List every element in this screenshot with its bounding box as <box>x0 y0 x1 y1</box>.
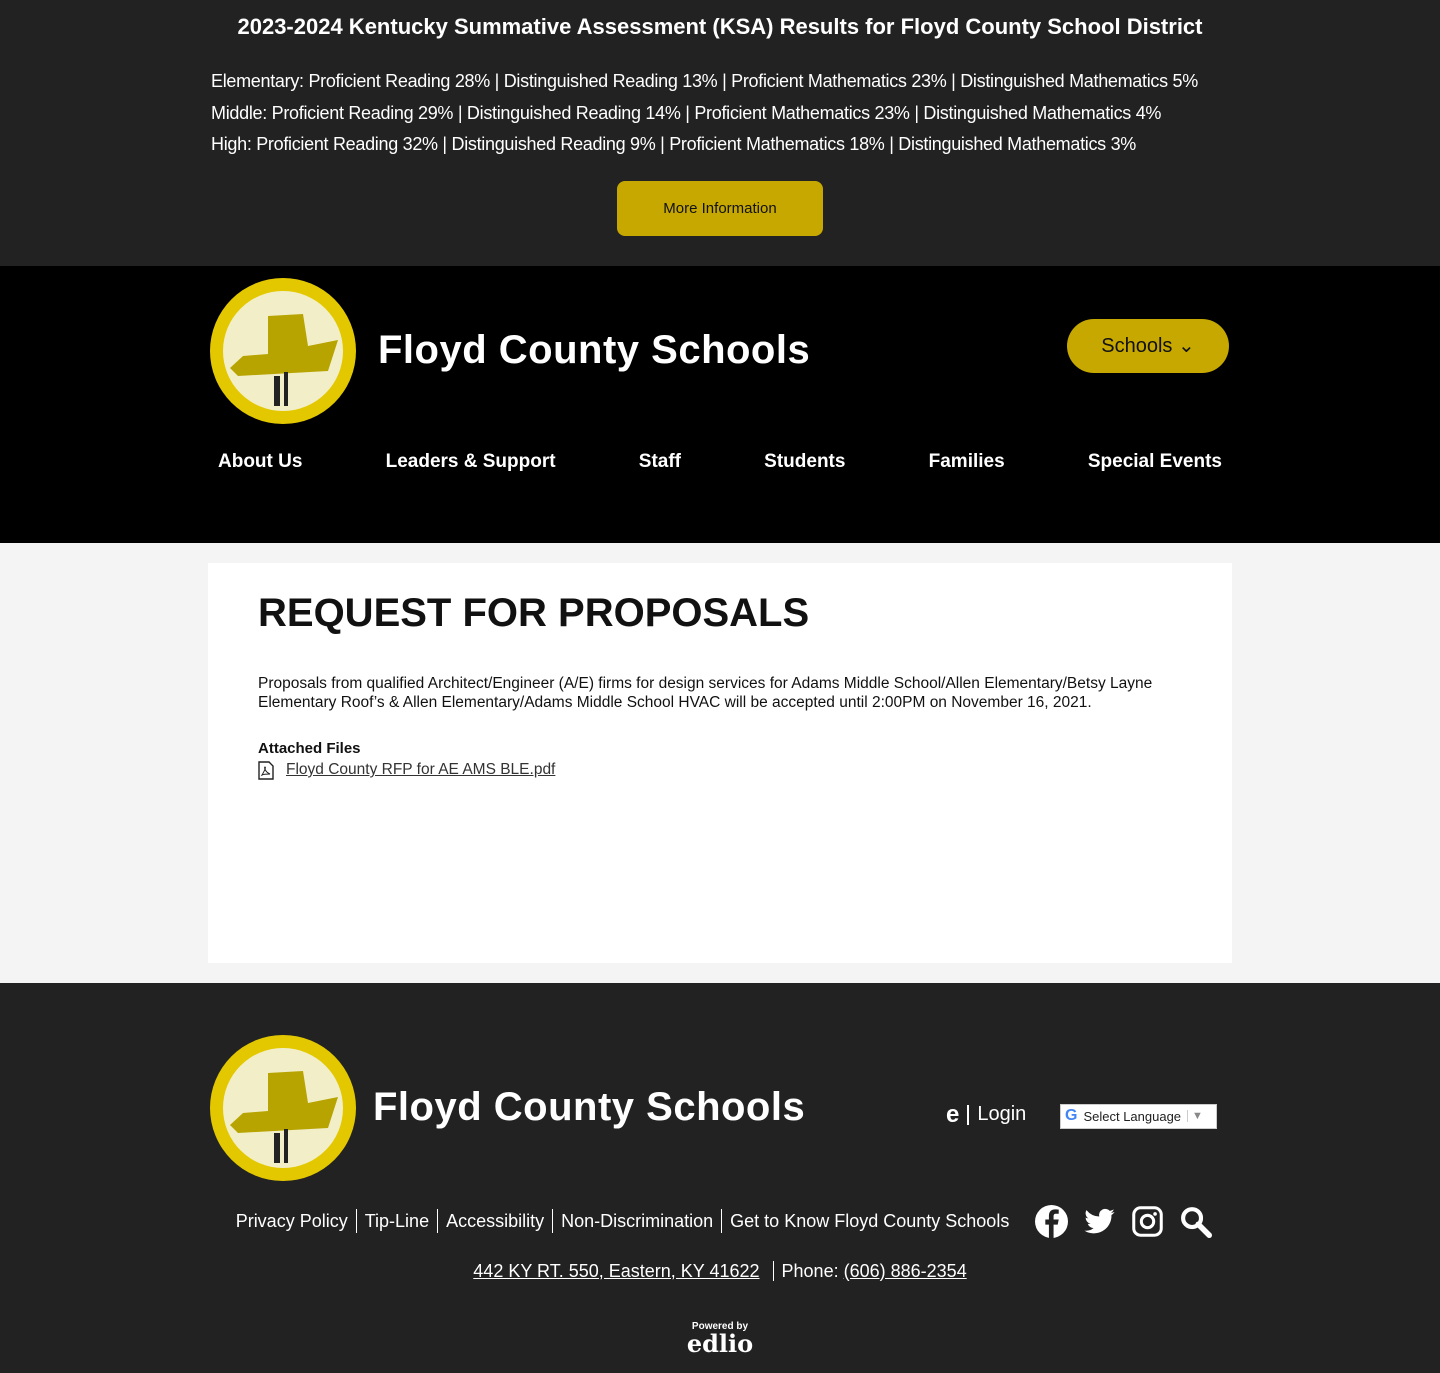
nav-special-events[interactable]: Special Events <box>1087 450 1222 472</box>
chevron-down-icon: ⌄ <box>1177 334 1195 357</box>
announcement-title: 2023-2024 Kentucky Summative Assessment (KSA) Results for Floyd County School District <box>237 14 1203 39</box>
accessibility-link[interactable]: Accessibility <box>437 1209 552 1233</box>
page-title: REQUEST FOR PROPOSALS <box>258 590 810 635</box>
edlio-logo: edlio <box>686 1328 754 1358</box>
high-results: High: Proficient Reading 32% | Distinguished Reading 9% | Proficient Mathematics 18% | Distinguished Mathematics 3% <box>211 134 1137 154</box>
address-link[interactable]: 442 KY RT. 550, Eastern, KY 41622 <box>473 1260 760 1281</box>
main-nav <box>218 451 1222 473</box>
site-header <box>0 266 1440 543</box>
footer-title: Floyd County Schools <box>373 1084 806 1129</box>
nav-families[interactable]: Families <box>928 450 1005 472</box>
dropdown-arrow-icon: ▼ <box>1187 1110 1203 1122</box>
language-label: Select Language <box>1083 1108 1182 1124</box>
elementary-results: Elementary: Proficient Reading 28% | Distinguished Reading 13% | Proficient Mathematics 23% | Distinguished Mathematics 5% <box>211 71 1198 91</box>
pdf-file-icon <box>258 761 274 780</box>
facebook-icon[interactable] <box>1035 1205 1068 1238</box>
attached-file-link[interactable]: Floyd County RFP for AE AMS BLE.pdf <box>286 761 556 778</box>
search-icon[interactable] <box>1179 1205 1212 1238</box>
phone-link[interactable]: (606) 886-2354 <box>843 1260 967 1281</box>
district-logo[interactable] <box>208 276 358 426</box>
content-card <box>208 563 1232 963</box>
site-title[interactable]: Floyd County Schools <box>378 327 811 372</box>
non-discrimination-link[interactable]: Non-Discrimination <box>552 1209 721 1233</box>
tip-line-link[interactable]: Tip-Line <box>356 1209 437 1233</box>
nav-leaders-support[interactable]: Leaders & Support <box>385 450 556 472</box>
middle-results: Middle: Proficient Reading 29% | Distinguished Reading 14% | Proficient Mathematics 23% | Distinguished Mathematics 4% <box>211 102 1162 123</box>
attached-files-label: Attached Files <box>258 739 361 757</box>
nav-staff[interactable]: Staff <box>638 450 681 472</box>
powered-by-edlio[interactable] <box>0 1321 1440 1356</box>
login-link[interactable] <box>946 1101 1026 1129</box>
privacy-policy-link[interactable]: Privacy Policy <box>235 1211 348 1231</box>
announcement-banner <box>0 0 1440 266</box>
powered-by-label: Powered by <box>691 1320 749 1332</box>
instagram-icon[interactable] <box>1131 1205 1164 1238</box>
edlio-icon: e <box>946 1100 960 1128</box>
more-information-button[interactable]: More Information <box>617 181 823 236</box>
site-footer <box>0 983 1440 1373</box>
twitter-icon[interactable] <box>1083 1205 1116 1238</box>
nav-students[interactable]: Students <box>764 450 846 472</box>
phone-label: Phone: <box>781 1260 839 1281</box>
google-icon: G <box>1065 1107 1078 1124</box>
login-label: Login <box>977 1103 1027 1125</box>
get-to-know-link[interactable]: Get to Know Floyd County Schools <box>721 1209 1017 1233</box>
schools-label: Schools <box>1101 334 1173 357</box>
schools-dropdown-button[interactable] <box>1067 319 1229 373</box>
footer-logo[interactable] <box>208 1033 358 1183</box>
nav-about-us[interactable]: About Us <box>218 450 303 472</box>
language-select[interactable] <box>1060 1104 1217 1129</box>
page-body: Proposals from qualified Architect/Engineer (A/E) firms for design services for Adams Middle School/Allen Elementary/Betsy Layne Elementary Roof’s & Allen Elementary/Adams Middle School HVAC will be accepted until 2:00PM on November 16, 2021. <box>258 674 1153 711</box>
